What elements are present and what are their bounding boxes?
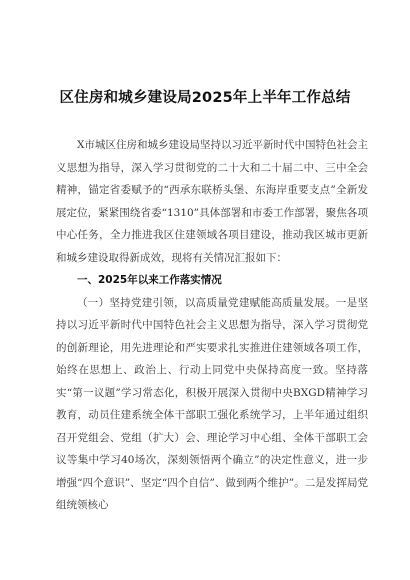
document-body bbox=[56, 134, 368, 517]
section-paragraph: （一）坚持党建引领，以高质量党建赋能高质量发展。一是坚持以习近平新时代中国特色社会主义思想为指导，深入学习贯彻党的创新理论，用先进理论和严实要求扎实推进住建领域各项工作，始终在思想上、政治上、行动上同党中央保持高度一致。坚持落实“第一议题”学习常态化，积极开展深入贯彻中央BXGD精神学习教育，动员住建系统全体干部职工强化系统学习，上半年通过组织召开党组会、党组（扩大）会、理论学习中心组、全体干部职工会议等集中学习40场次，深刻领悟两个确立”的决定性意义，进一步增强“四个意识”、坚定“四个自信”、做到两个维护”。二是发挥局党组统领核心 bbox=[56, 296, 368, 511]
section-heading: 一、2025年以来工作落实情况 bbox=[77, 274, 222, 286]
intro-paragraph: X市城区住房和城乡建设局坚持以习近平新时代中国特色社会主义思想为指导，深入学习贯彻党的二十大和二十届二中、三中全会精神，锚定省委赋予的“西承东联桥头堡、东海岸重要支点”全新发展定位，紧紧围绕省委“1310”具体部署和市委工作部署，聚焦各项中心任务，全力推进我区住建领域各项目建设，推动我区城市更新和城乡建设取得新成效，现将有关情况汇报如下： bbox=[56, 139, 368, 264]
document-title: 区住房和城乡建设局2025年上半年工作总结 bbox=[59, 90, 351, 106]
